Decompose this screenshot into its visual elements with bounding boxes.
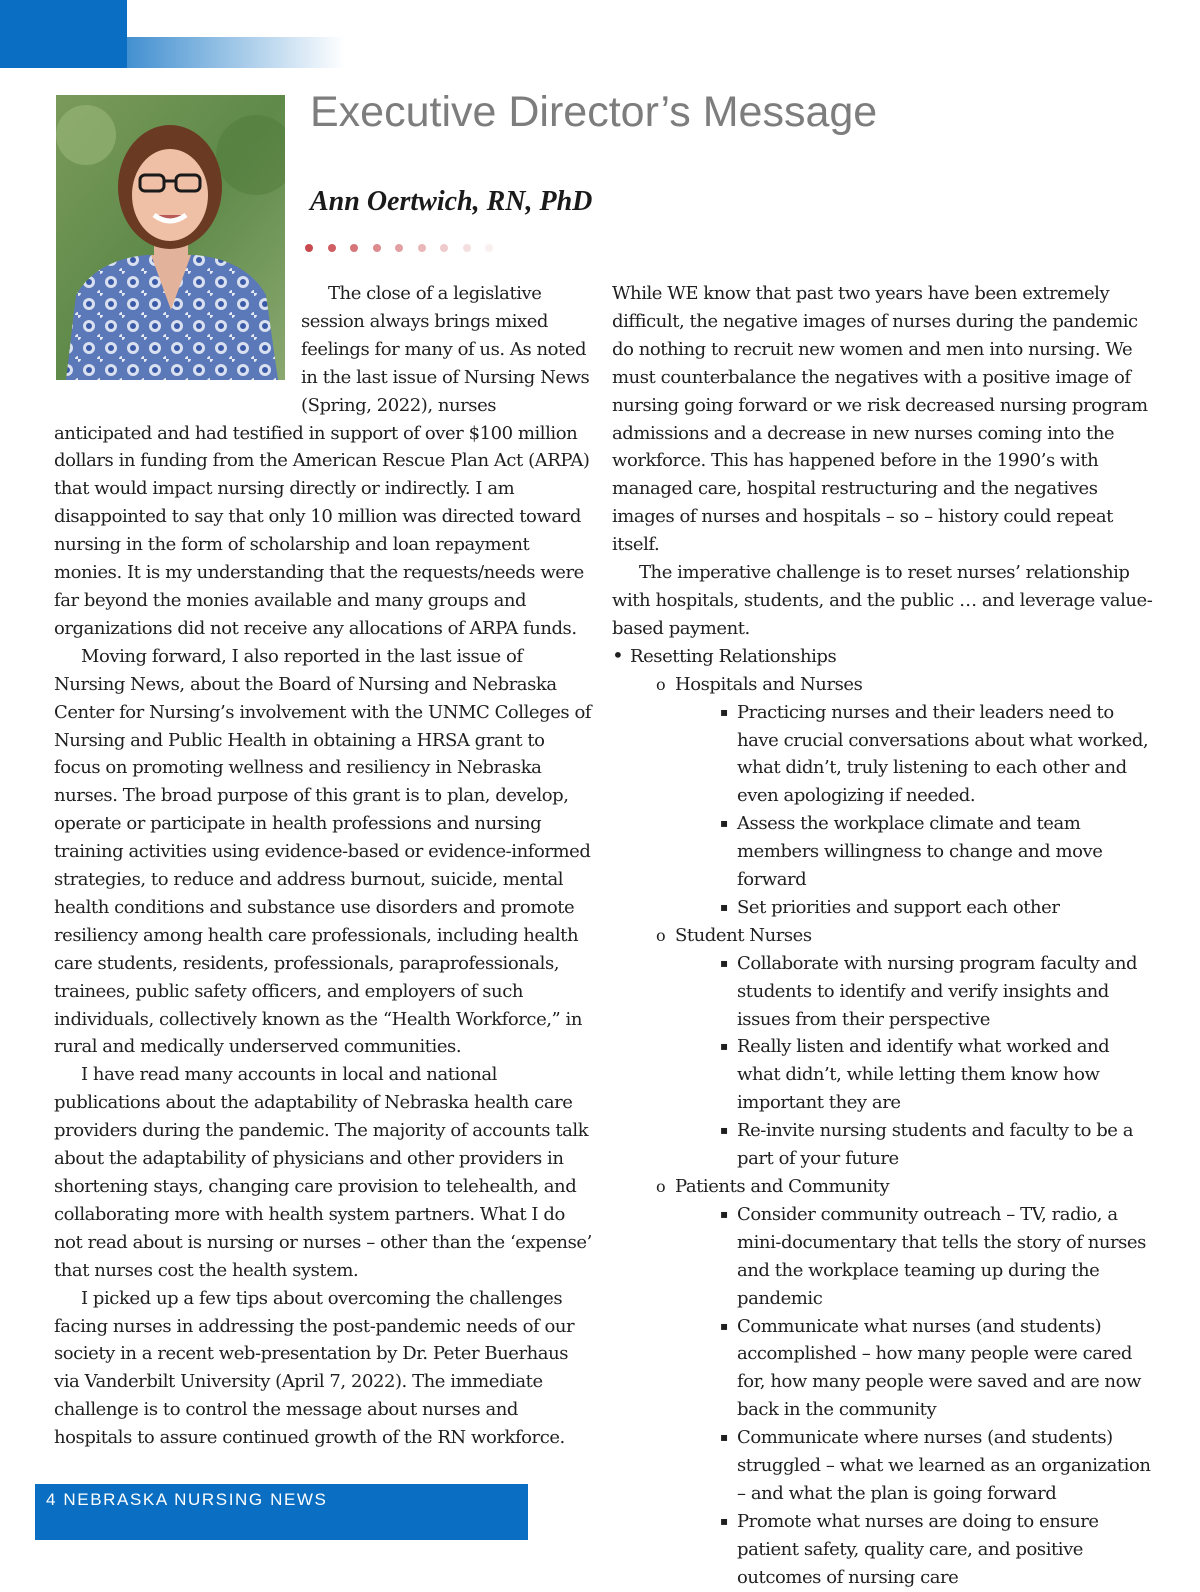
footer-bar xyxy=(35,1484,528,1540)
sub-sub-list xyxy=(675,699,1157,922)
body-paragraph: The close of a legislative session always brings mixed feelings for many of us. As noted in the last issue of Nursing News (Spring, 2022), nurses anticipated and had testified in support of over $100 million dollars in funding from the American Rescue Plan Act (ARPA) that would impact nursing directly or indirectly. I am disappointed to say that only 10 million was directed toward nursing in the form of scholarship and loan repayment monies. It is my understanding that the requests/needs were far beyond the monies available and many groups and organizations did not receive any allocations of ARPA funds. xyxy=(54,283,590,639)
dot-divider-icon xyxy=(418,244,426,252)
list-item: ▪ Consider community outreach – TV, radio, a mini-documentary that tells the story of nurses and the workplace teaming up during the pandemic xyxy=(675,1201,1157,1313)
list-item xyxy=(630,671,1157,922)
list-item xyxy=(630,922,1157,1173)
list-item: ▪ Communicate what nurses (and students) accomplished – how many people were cared for, how many people were saved and are now back in the community xyxy=(675,1313,1157,1425)
author-byline: Ann Oertwich, RN, PhD xyxy=(310,186,593,217)
body-paragraph: While WE know that past two years have been extremely difficult, the negative images of nurses during the pandemic do nothing to recruit new women and men into nursing. We must counterbalance the negatives with a positive image of nursing going forward or we risk decreased nursing program admissions and a decrease in new nurses coming into the workforce. This has happened before in the 1990’s with managed care, hospital restructuring and the negatives images of nurses and hospitals – so – history could repeat itself. xyxy=(612,283,1148,556)
list-item: ▪ Assess the workplace climate and team members willingness to change and move forward xyxy=(675,810,1157,894)
list-item: ▪ Communicate where nurses (and students) struggled – what we learned as an organization – and what the plan is going forward xyxy=(675,1424,1157,1508)
sub-sub-list xyxy=(675,950,1157,1173)
left-column xyxy=(54,280,594,1452)
dot-divider-icon xyxy=(395,244,403,252)
dot-divider-icon xyxy=(373,244,381,252)
body-paragraph: The imperative challenge is to reset nurses’ relationship with hospitals, students, and the public … and leverage value-based payment. xyxy=(612,562,1153,639)
list-item xyxy=(612,643,1157,1592)
sub-list-heading: Hospitals and Nurses xyxy=(675,673,863,695)
dot-divider-icon xyxy=(305,244,313,252)
sub-sub-list xyxy=(675,1201,1157,1592)
sub-list-heading: Patients and Community xyxy=(675,1176,890,1197)
footer-page-label: 4 NEBRASKA NURSING NEWS xyxy=(46,1490,328,1509)
dot-divider-icon xyxy=(328,244,336,252)
list-item: ▪ Collaborate with nursing program faculty and students to identify and verify insights and issues from their perspective xyxy=(675,950,1157,1034)
list-item-label: Resetting Relationships xyxy=(630,645,837,667)
body-paragraph: Moving forward, I also reported in the last issue of Nursing News, about the Board of Nursing and Nebraska Center for Nursing’s involvement with the UNMC Colleges of Nursing and Public Health in obtaining a HRSA grant to focus on promoting wellness and resiliency in Nebraska nurses. The broad purpose of this grant is to plan, develop, operate or participate in health professions and nursing training activities using evidence-based or evidence-informed strategies, to reduce and address burnout, suicide, mental health conditions and substance use disorders and promote resiliency among health care professionals, including health care students, residents, professionals, paraprofessionals, trainees, public safety officers, and employers of such individuals, collectively known as the “Health Workforce,” in rural and medically underserved communities. xyxy=(54,645,592,1058)
page-title: Executive Director’s Message xyxy=(310,88,878,136)
right-column xyxy=(612,280,1157,1592)
list-item: ▪ Re-invite nursing students and faculty to be a part of your future xyxy=(675,1117,1157,1173)
list-item xyxy=(630,1173,1157,1592)
dot-divider-icon xyxy=(440,244,448,252)
bullet-list xyxy=(612,643,1157,1592)
dot-divider-icon xyxy=(350,244,358,252)
header-accent-bar xyxy=(0,37,345,68)
list-item: ▪ Practicing nurses and their leaders need to have crucial conversations about what worked, what didn’t, truly listening to each other and even apologizing if needed. xyxy=(675,699,1157,811)
body-paragraph: I have read many accounts in local and national publications about the adaptability of Nebraska health care providers during the pandemic. The majority of accounts talk about the adaptability of physicians and other providers in shortening stays, changing care provision to telehealth, and collaborating more with health system partners. What I do not read about is nursing or nurses – other than the ‘expense’ that nurses cost the health system. xyxy=(54,1064,592,1281)
list-item: ▪ Really listen and identify what worked and what didn’t, while letting them know how important they are xyxy=(675,1033,1157,1117)
sub-list xyxy=(630,671,1157,1592)
list-item: ▪ Promote what nurses are doing to ensure patient safety, quality care, and positive outcomes of nursing care xyxy=(675,1508,1157,1592)
dot-divider-icon xyxy=(485,244,493,252)
sub-list-heading: Student Nurses xyxy=(675,924,812,946)
list-item: ▪ Set priorities and support each other xyxy=(675,894,1157,922)
photo-wrap-space xyxy=(54,280,301,420)
dot-divider-icon xyxy=(463,244,471,252)
decorative-dot-row xyxy=(305,244,493,252)
body-paragraph: I picked up a few tips about overcoming the challenges facing nurses in addressing the post-pandemic needs of our society in a recent web-presentation by Dr. Peter Buerhaus via Vanderbilt University (April 7, 2022). The immediate challenge is to control the message about nurses and hospitals to assure continued growth of the RN workforce. xyxy=(54,1287,575,1449)
